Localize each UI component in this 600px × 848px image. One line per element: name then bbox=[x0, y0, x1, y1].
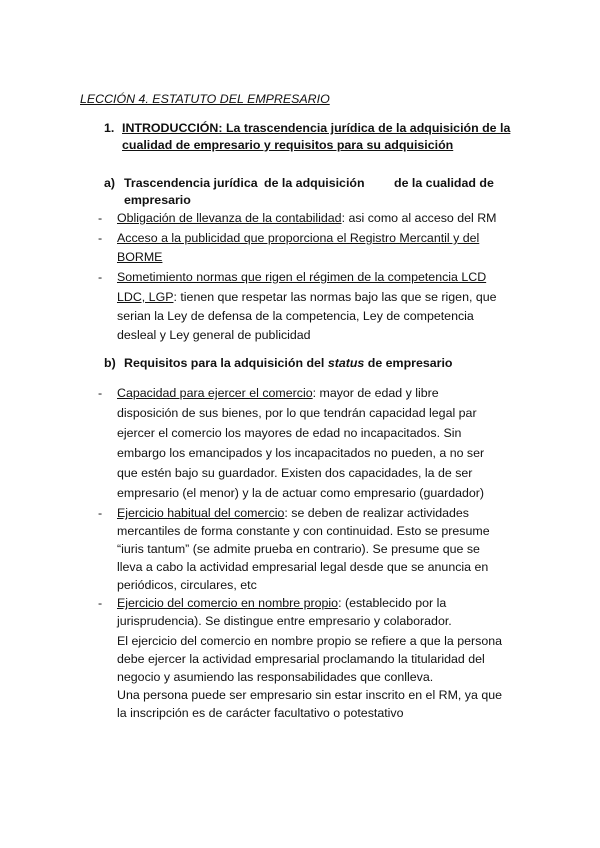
bullet-dash: - bbox=[98, 231, 103, 245]
part-a-heading-p2: de la adquisición bbox=[264, 176, 365, 190]
part-b-heading-p1: Requisitos para la adquisición del bbox=[124, 356, 328, 370]
section-heading-line2: cualidad de empresario y requisitos para su adquisición bbox=[122, 138, 454, 152]
part-b-item-3-line: debe ejercer la actividad empresarial proclamando la titularidad del bbox=[117, 652, 485, 666]
part-a-item-3-line4: desleal y Ley general de publicidad bbox=[117, 328, 311, 342]
part-b-item-1-line: empresario (el menor) y la de actuar como empresario (guardador) bbox=[117, 486, 485, 500]
item-underlined: Obligación de llevanza de la contabilidad bbox=[117, 211, 342, 225]
item-underlined: Capacidad para ejercer el comercio bbox=[117, 386, 313, 400]
part-a-item-2-line1: Acceso a la publicidad que proporciona el Registro Mercantil y del bbox=[117, 231, 480, 245]
part-b-item-2-line: mercantiles de forma constante y con continuidad. Esto se presume bbox=[117, 524, 490, 538]
part-a-item-1 bbox=[117, 211, 497, 225]
item-underlined: LDC, LGP bbox=[117, 290, 174, 304]
lesson-title: LECCIÓN 4. ESTATUTO DEL EMPRESARIO bbox=[80, 92, 330, 106]
part-b-item-1-line: disposición de sus bienes, por lo que tendrán capacidad legal par bbox=[117, 406, 477, 420]
item-rest: : asi como al acceso del RM bbox=[341, 211, 497, 225]
part-a-heading-line2: empresario bbox=[124, 193, 191, 207]
part-b-heading bbox=[124, 356, 452, 370]
part-b-item-2-line: lleva a cabo la actividad empresarial legal desde que se anuncia en bbox=[117, 560, 489, 574]
part-b-item-1-line: que estén bajo su guardador. Existen dos capacidades, la de ser bbox=[117, 466, 473, 480]
part-a-heading-p1: Trascendencia jurídica bbox=[124, 176, 258, 190]
section-heading-label: INTRODUCCIÓN: bbox=[122, 121, 223, 135]
item-rest: : tienen que respetar las normas bajo las que se rigen, que bbox=[173, 290, 497, 304]
item-underlined: Ejercicio del comercio en nombre propio bbox=[117, 596, 339, 610]
item-rest: : mayor de edad y libre bbox=[312, 386, 439, 400]
section-heading-line1 bbox=[122, 121, 510, 135]
part-b-heading-italic: status bbox=[327, 356, 365, 370]
part-b-item-3-line: Una persona puede ser empresario sin estar inscrito en el RM, ya que bbox=[117, 688, 502, 702]
item-rest: : (establecido por la bbox=[338, 596, 447, 610]
bullet-dash: - bbox=[98, 596, 103, 610]
part-b-item-3-line: jurisprudencia). Se distingue entre empresario y colaborador. bbox=[117, 614, 452, 628]
part-b-item-3-line1 bbox=[117, 596, 446, 610]
part-b-item-2-line1 bbox=[117, 506, 469, 520]
bullet-dash: - bbox=[98, 211, 103, 225]
part-a-heading-p3: de la cualidad de bbox=[394, 176, 494, 190]
part-b-item-1-line1 bbox=[117, 386, 439, 400]
part-a-item-3-line2 bbox=[117, 290, 497, 304]
section-number: 1. bbox=[104, 121, 115, 135]
part-b-item-2-line: “iuris tantum” (se admite prueba en contrario). Se presume que se bbox=[117, 542, 480, 556]
item-rest: : se deben de realizar actividades bbox=[284, 506, 469, 520]
part-b-item-3-line: negocio y asumiendo las responsabilidades que conlleva. bbox=[117, 670, 434, 684]
part-a-item-3-line3: serian la Ley de defensa de la competencia, Ley de competencia bbox=[117, 309, 474, 323]
part-b-item-3-line: la inscripción es de carácter facultativo o potestativo bbox=[117, 706, 404, 720]
item-underlined: Ejercicio habitual del comercio bbox=[117, 506, 285, 520]
part-b-item-2-line: periódicos, circulares, etc bbox=[117, 578, 257, 592]
part-a-item-3-line1: Sometimiento normas que rigen el régimen de la competencia LCD bbox=[117, 270, 487, 284]
bullet-dash: - bbox=[98, 386, 103, 400]
bullet-dash: - bbox=[98, 506, 103, 520]
part-b-heading-p2: de empresario bbox=[364, 356, 453, 370]
bullet-dash: - bbox=[98, 270, 103, 284]
part-b-item-1-line: ejercer el comercio los mayores de edad no incapacitados. Sin bbox=[117, 426, 462, 440]
part-a-marker: a) bbox=[104, 176, 116, 190]
section-heading-rest: La trascendencia jurídica de la adquisición de la bbox=[222, 121, 511, 135]
part-b-marker: b) bbox=[104, 356, 116, 370]
part-b-item-1-line: embargo los emancipados y los incapacitados no pueden, a no ser bbox=[117, 446, 485, 460]
part-a-item-2-line2: BORME bbox=[117, 250, 163, 264]
part-b-item-3-line: El ejercicio del comercio en nombre propio se refiere a que la persona bbox=[117, 634, 503, 648]
